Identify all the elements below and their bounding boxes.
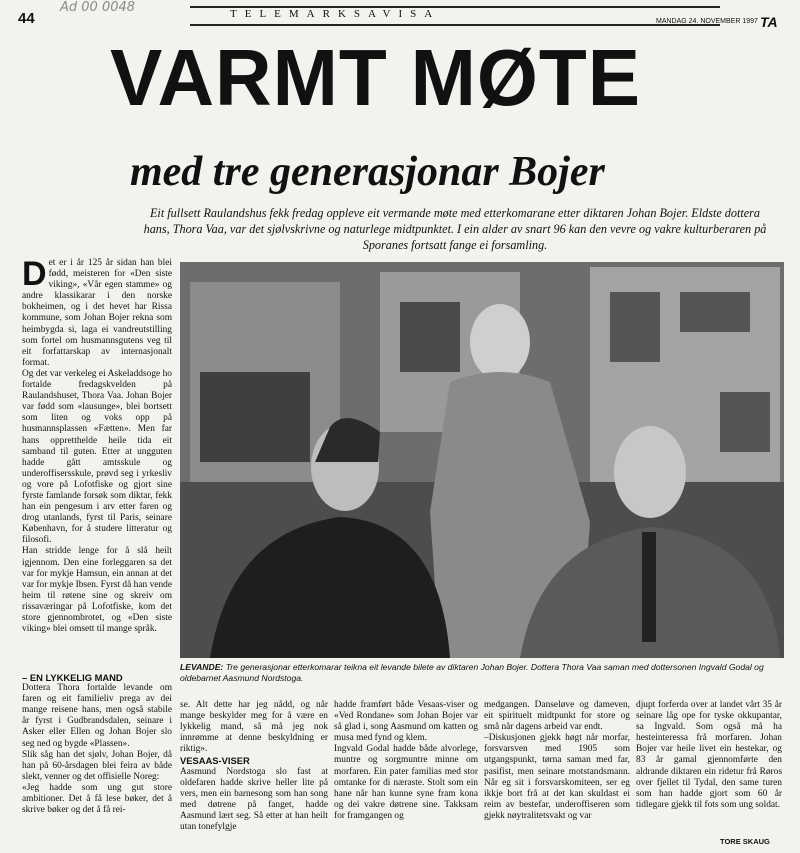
paragraph: «Jeg hadde som ung gut store ambitioner. Det å få lese bøker, det å skrive bøker og det å få rei- [22, 782, 172, 816]
article-column-5 [636, 700, 782, 811]
issue-date: MANDAG 24. NOVEMBER 1997 [656, 18, 758, 25]
paragraph: medgangen. Danseløve og dameven, eit spirituelt midtpunkt for store og små når dagens arbeid var endt. [484, 700, 630, 733]
subheadline: med tre generasjonar Bojer [130, 149, 605, 195]
page-number: 44 [18, 10, 35, 27]
section-subtitle: VESAAS-VISER [180, 755, 250, 767]
handwritten-reference: Ad 00 0048 [60, 0, 136, 15]
article-column-1-bottom [22, 672, 172, 816]
drop-cap: D [22, 255, 47, 293]
article-column-2 [180, 700, 328, 833]
paragraph: se. Alt dette har jeg nådd, og når mange beskylder meg for å være en lykkelig mand, så må jeg nok innrømme at denne beskyldning er riktig». [180, 700, 328, 755]
paragraph: Dottera Thora fortalde levande om faren og eit familieliv prega av dei mange reisene hans, men også stabile år fyrst i Gudbrandsdalen, seinare i Asker eller Ellen og Johan Bojer slo seg ned og bygde «Plassen». [22, 683, 172, 749]
photo-caption [180, 662, 784, 684]
caption-text: Tre generasjonar etterkomarar teikna eit levande bilete av diktaren Johan Bojer. Dottera Thora Vaa saman med dottersonen Ingvald Godal og oldebarnet Aasmund Nordstoga. [180, 662, 764, 683]
paragraph: Aasmund Nordstoga slo fast at oldefaren hadde skrive heller lite på vers, men ein barnesong som han song med døtrene på fanget, hadde Aasmund lært seg. Så etter at han heilt utan tonefylgje [180, 766, 328, 833]
article-column-3 [334, 700, 478, 822]
paragraph: Slik såg han det sjølv, Johan Bojer, då han på 60-årsdagen blei feira av både slekt, venner og det offisielle Noreg: [22, 749, 172, 782]
masthead-rule-bottom [190, 24, 720, 26]
lead-paragraph: Det er i år 125 år sidan han blei fødd, meisteren for «Den siste viking», «Vår egen stamme» og andre klassikarar i den norske bokheimen, og i det hevet har Rissa kommune, som Johan Bojer rekna som heimbygda si, laga ei vandreutstilling som fortel om husmannsgutens veg til eit forfattarskap av internasjonalt format. [22, 255, 172, 368]
byline: TORE SKAUG [720, 837, 770, 846]
paragraph: hadde framført både Vesaas-viser og «Ved Rondane» som Johan Bojer var så glad i, song Aasmund om katten og musa med fynd og klem. [334, 700, 478, 744]
article-ingress: Eit fullsett Raulandshus fekk fredag oppleve eit vermande møte med etterkomarane etter diktaren Johan Bojer. Eldste dottera hans, Thora Vaa, var det sjølvskrivne og naturlege midtpunktet. I ein alder av snart 96 kan den vevre og vakre kulturberaren på Sporanes fortsatt fange ei forsamling. [143, 206, 767, 252]
article-column-4 [484, 700, 630, 822]
headline: VARMT MØTE [110, 33, 641, 122]
article-photo [180, 262, 784, 658]
paragraph: Og det var verkeleg ei Askeladdsoge ho fortalde fredagskvelden på Raulandshuset, Thora Vaa. Johan Bojer var fødd som «lausunge», blei bortsett som liten og voks opp på husmannsplassen «Fætten». Men far hans oppretthelde heile tida eit samband til guten. Etter at ungguten hadde gått amtsskule og underoffisersskule, prøvd seg i yrkesliv og vore på Lofotfiske og gjort sine fyrste famlande forsøk som diktar, fekk han ein pengesum i arv etter faren og drog utanlands, fyrst til Paris, seinare København, for å studere litteratur og filosofi. [22, 368, 172, 546]
paragraph: Han stridde lenge for å slå heilt igjennom. Den eine forleggaren sa det var for mykje Hamsun, ein annan at det var for mykje Ibsen. Fyrst då han vende heim til røtene sine og skreiv om rissaværingar på Lofotfiske, kom det store gjennombrotet, og «Den siste viking» blei omsett til mange språk. [22, 546, 172, 635]
section-subtitle: – EN LYKKELIG MAND [22, 672, 123, 683]
photo-image [180, 262, 784, 658]
paragraph: Ingvald Godal hadde både alvorlege, muntre og sorgmuntre minne om morfaren. Ein pater familias med stor omtanke for di næraste. Stolt som ein hane når han kunne syne fram kona og dei vakre døtrene sine. Takksam for framgangen og [334, 744, 478, 821]
newspaper-logo: TA [760, 14, 778, 30]
masthead: TELEMARKSAVISA [230, 8, 441, 20]
caption-lead: LEVANDE: [180, 662, 224, 672]
paragraph: –Diskusjonen gjekk høgt når morfar, forsvarsven med 1905 som utgangspunkt, tørna saman med far, pasifist, men seinare motstandsmann. Når eg sit i forsvarskomiteen, ser eg ikkje bort frå at det kan skuldast ei reim av bestefar, underoffiseren som gjekk nøytralitetsvakt og var [484, 733, 630, 821]
paragraph: djupt forferda over at landet vårt 35 år seinare låg ope for tyske okkupantar, sa Ingvald. Som også må ha hesteinteressa frå morfaren. Johan Bojer var heile livet ein hestekar, og 83 år gamal gjennomførte den aldrande diktaren ein ridetur frå Røros over fjellet til Tydal, den same turen som han hadde gjort som 60 år tidlegare gjekk til fots som ung soldat. [636, 700, 782, 810]
article-column-1 [22, 255, 172, 635]
